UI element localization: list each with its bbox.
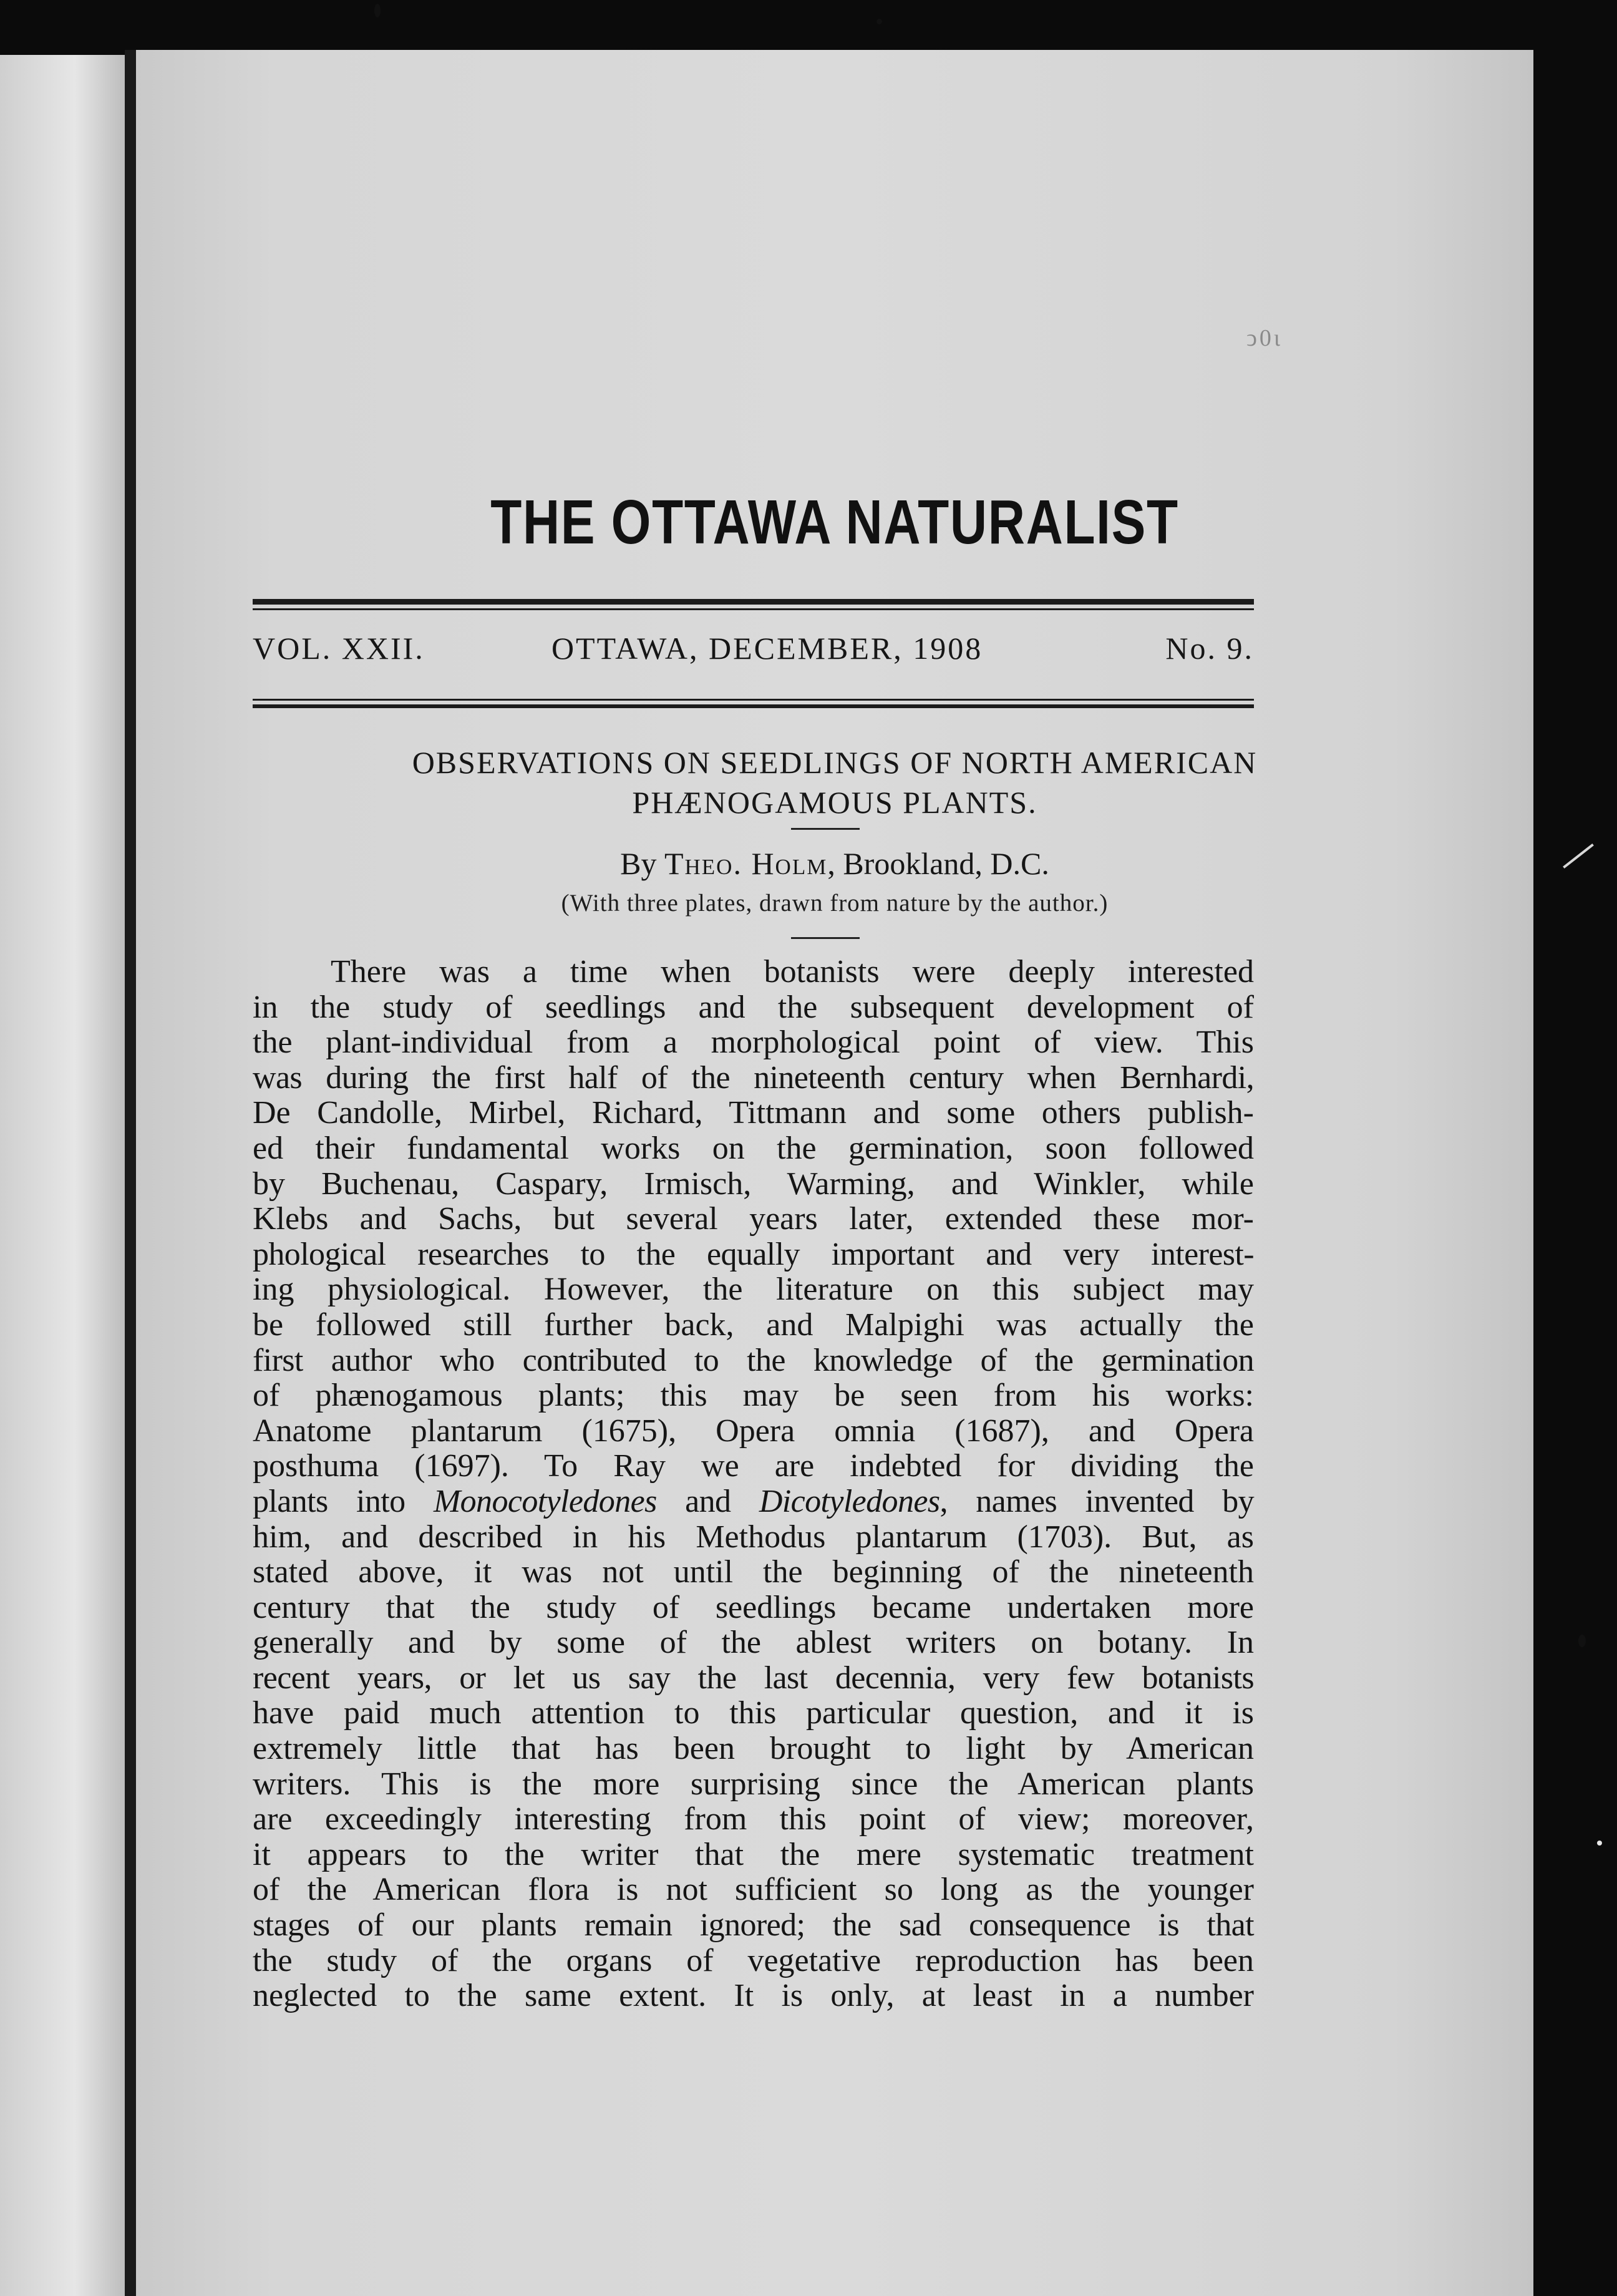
body-line-middle: and (656, 1483, 759, 1519)
article-title (223, 742, 1446, 822)
body-line: There was a time when botanists were deeply interested (331, 954, 1254, 990)
dust-speck (1578, 1635, 1586, 1647)
journal-page (136, 50, 1533, 2296)
body-line: it appears to the writer that the mere systematic treatment (253, 1836, 1254, 1872)
body-line-with-taxa (253, 1484, 1254, 1520)
body-line: neglected to the same extent. It is only, at least in a number (253, 1978, 1254, 2014)
byline-prefix: By (620, 846, 657, 881)
body-line: century that the study of seedlings became undertaken more (253, 1589, 1254, 1625)
article-title-line-2: PHÆNOGAMOUS PLANTS. (632, 785, 1037, 820)
body-line: recent years, or let us say the last decennia, very few botanists (253, 1660, 1254, 1696)
header-rule-bottom (253, 699, 1254, 708)
body-line: by Buchenau, Caspary, Irmisch, Warming, and Winkler, while (253, 1165, 1254, 1202)
body-line: generally and by some of the ablest writers on botany. In (253, 1625, 1254, 1661)
title-separator-rule (791, 828, 860, 830)
volume-label: VOL. XXII. (253, 631, 425, 666)
body-line-end: , names invented by (940, 1483, 1254, 1519)
film-scratch (1563, 844, 1594, 868)
body-line-start: plants into (253, 1483, 405, 1519)
byline-separator-rule (791, 937, 860, 939)
body-line: of phænogamous plants; this may be seen from his works: (253, 1378, 1254, 1414)
body-line: De Candolle, Mirbel, Richard, Tittmann and some others publish- (253, 1095, 1254, 1131)
body-line: have paid much attention to this particular question, and it is (253, 1695, 1254, 1731)
author-affiliation: , Brookland, D.C. (827, 846, 1049, 881)
taxon-monocotyledones: Monocotyledones (433, 1483, 657, 1519)
body-line: are exceedingly interesting from this point of view; moreover, (253, 1801, 1254, 1837)
dust-speck (876, 19, 882, 24)
facing-page-edge (0, 55, 125, 2296)
page-gutter-shadow (125, 50, 136, 2296)
body-line: the plant-individual from a morphological point of view. This (253, 1024, 1254, 1061)
body-line: Klebs and Sachs, but several years later, extended these mor- (253, 1201, 1254, 1237)
author-name: Theo. Holm (664, 846, 828, 881)
film-spot (1597, 1841, 1602, 1846)
body-line: posthuma (1697). To Ray we are indebted for dividing the (253, 1448, 1254, 1484)
body-line: ed their fundamental works on the germination, soon followed (253, 1130, 1254, 1166)
article-title-line-1: OBSERVATIONS ON SEEDLINGS OF NORTH AMERICAN (412, 745, 1258, 780)
body-line: stated above, it was not until the beginning of the nineteenth (253, 1554, 1254, 1590)
dust-speck (374, 4, 381, 17)
body-line: ing physiological. However, the literature on this subject may (253, 1272, 1254, 1308)
issue-number-label: No. 9. (1165, 631, 1254, 666)
body-line: first author who contributed to the knowledge of the germination (253, 1342, 1254, 1378)
body-line: Anatome plantarum (1675), Opera omnia (1687), and Opera (253, 1413, 1254, 1449)
body-line: the study of the organs of vegetative reproduction has been (253, 1942, 1254, 1978)
header-rule-top (253, 599, 1254, 610)
byline (136, 845, 1533, 882)
body-line: be followed still further back, and Malpighi was actually the (253, 1306, 1254, 1343)
issue-line (253, 630, 1254, 666)
body-line: was during the first half of the nineteenth century when Bernhardi, (253, 1059, 1254, 1096)
body-line: writers. This is the more surprising since the American plants (253, 1766, 1254, 1802)
body-line: extremely little that has been brought to light by American (253, 1731, 1254, 1767)
journal-title: THE OTTAWA NATURALIST (490, 487, 1179, 557)
plates-note: (With three plates, drawn from nature by the author.) (561, 890, 1109, 917)
body-line: phological researches to the equally important and very interest- (253, 1236, 1254, 1272)
faint-page-mark: ↄ0ɩ (1246, 325, 1283, 351)
taxon-dicotyledones: Dicotyledones (759, 1483, 940, 1519)
body-line: of the American flora is not sufficient so long as the younger (253, 1872, 1254, 1908)
place-date-label: OTTAWA, DECEMBER, 1908 (551, 631, 983, 666)
body-line: him, and described in his Methodus plantarum (1703). But, as (253, 1519, 1254, 1555)
article-body (253, 955, 1254, 2014)
body-line: in the study of seedlings and the subsequent development of (253, 989, 1254, 1025)
body-line: stages of our plants remain ignored; the sad consequence is that (253, 1907, 1254, 1943)
